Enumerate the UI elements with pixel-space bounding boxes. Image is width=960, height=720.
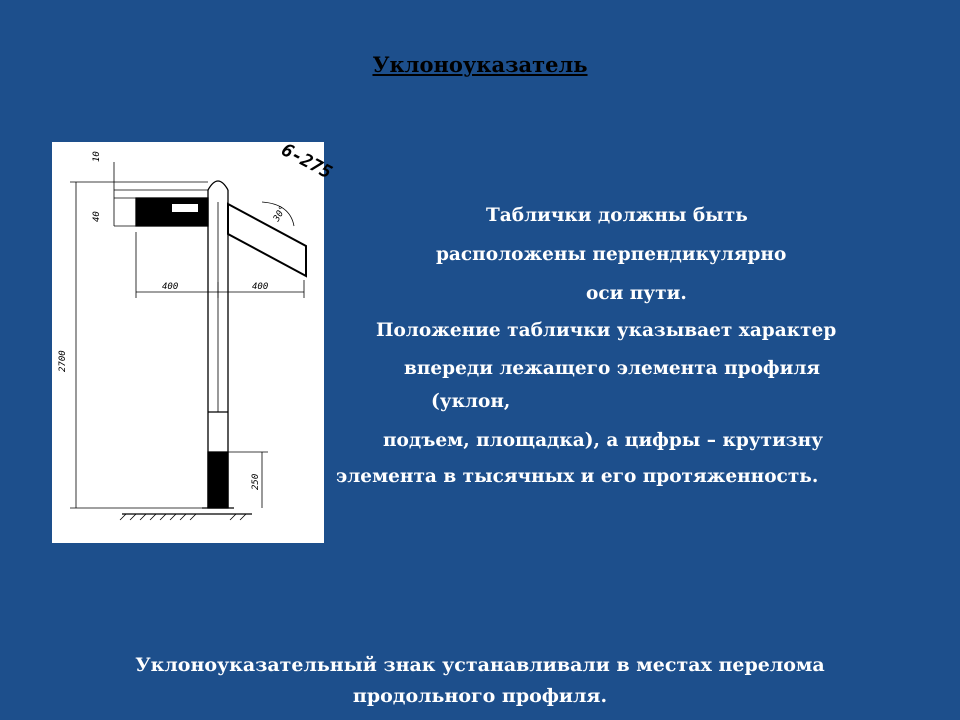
gradient-sign-drawing	[52, 139, 336, 543]
dim-base-height-label: 250	[251, 473, 261, 490]
description-line-4: Положение таблички указывает характер	[376, 320, 837, 341]
description-line-5: впереди лежащего элемента профиля	[404, 358, 821, 379]
description-line-8: элемента в тысячных и его протяженность.	[336, 466, 819, 487]
ground-hatching	[120, 514, 246, 520]
description-line-6: (уклон,	[431, 391, 511, 412]
dim-right-arm-label: 400	[252, 282, 269, 292]
description-line-3: оси пути.	[586, 283, 687, 304]
dim-plate-height-label: 40	[92, 211, 102, 222]
footer-line-1: Уклоноуказательный знак устанавливали в местах перелома	[135, 654, 825, 676]
gradient-sign-svg	[52, 139, 336, 543]
footer-line-2: продольного профиля.	[352, 685, 608, 707]
description-line-7: подъем, площадка), а цифры – крутизну	[383, 430, 823, 451]
footer-text	[0, 650, 960, 712]
description-line-2: расположены перпендикулярно	[436, 244, 787, 265]
post-cap	[208, 181, 228, 190]
left-plate-light	[172, 204, 198, 212]
dim-total-height-label: 2700	[58, 350, 68, 372]
dim-angle-label: 30°	[271, 204, 289, 224]
dim-left-arm-label: 400	[162, 282, 179, 292]
right-plate	[228, 204, 306, 276]
slide-title: Уклоноуказатель	[372, 52, 588, 77]
dim-top-gap-label: 10	[92, 151, 102, 162]
sign-plate-text: 6-275	[277, 139, 336, 184]
slide-title-wrap	[0, 52, 960, 77]
description-line-1: Таблички должны быть	[486, 205, 748, 226]
post-base-black	[208, 452, 228, 508]
